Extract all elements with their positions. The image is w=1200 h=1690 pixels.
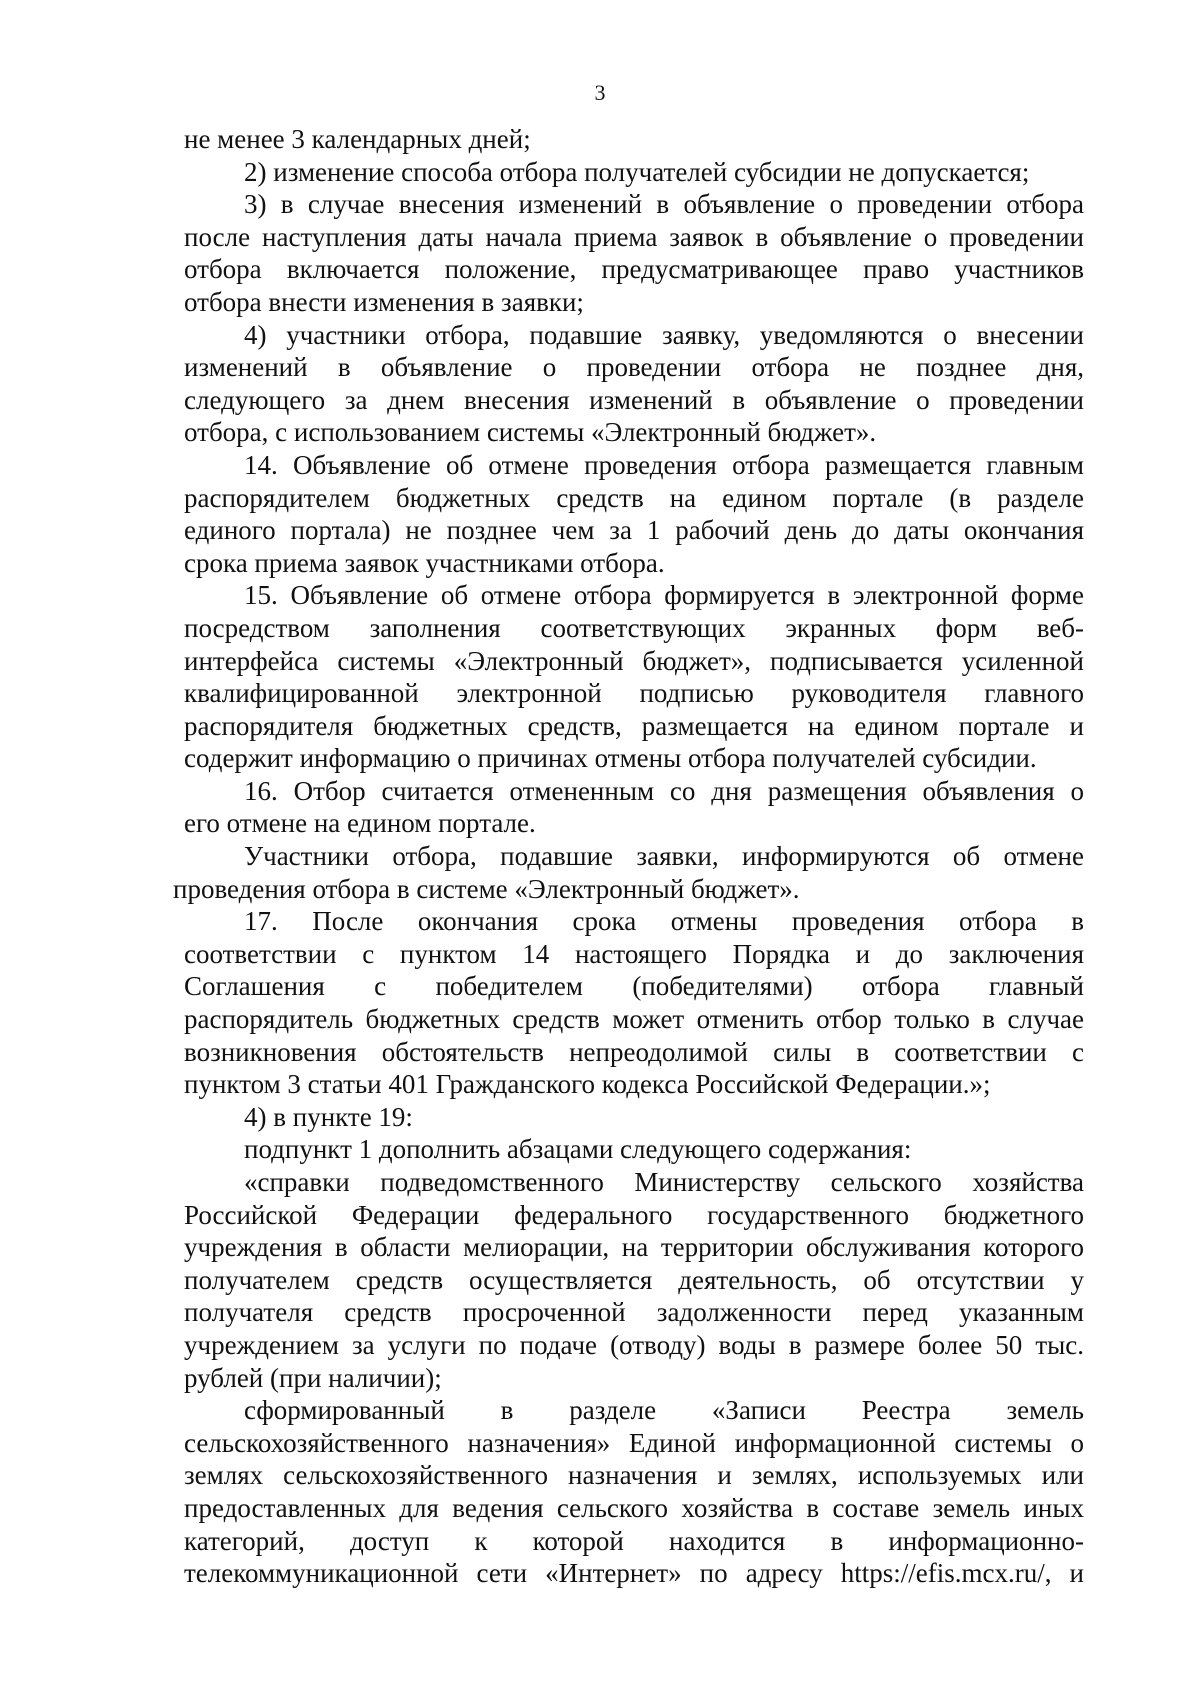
text-line: срока приема заявок участниками отбора. [184, 547, 665, 578]
text-line: учреждением за услуги по подаче (отводу) воды в размере более 50 тыс. [184, 1329, 1084, 1360]
text-line: распорядителя бюджетных средств, размещается на едином портале и [184, 710, 1084, 741]
text-line: рублей (при наличии); [184, 1362, 442, 1393]
text-line: проведения отбора в системе «Электронный бюджет». [173, 873, 800, 904]
text-line: 17. После окончания срока отмены проведения отбора в [244, 906, 1084, 937]
text-line: интерфейса системы «Электронный бюджет», подписывается усиленной [184, 645, 1084, 676]
text-line: отбора, с использованием системы «Электронный бюджет». [184, 417, 877, 448]
text-line: следующего за днем внесения изменений в объявление о проведении [184, 384, 1084, 415]
text-line: 16. Отбор считается отмененным со дня размещения объявления о [244, 775, 1084, 806]
text-line: телекоммуникационной сети «Интернет» по адресу https://efis.mcx.ru/, и [184, 1558, 1084, 1589]
text-line: категорий, доступ к которой находится в информационно- [184, 1525, 1084, 1556]
text-line: подпункт 1 дополнить абзацами следующего содержания: [244, 1134, 912, 1165]
text-line: отбора внести изменения в заявки; [184, 286, 584, 317]
text-line: получателем средств осуществляется деятельность, об отсутствии у [184, 1264, 1084, 1295]
text-line: «справки подведомственного Министерству сельского хозяйства [244, 1167, 1084, 1197]
page-number: 3 [594, 80, 606, 105]
text-line: распорядитель бюджетных средств может отменить отбор только в случае [184, 1004, 1084, 1035]
text-line: предоставленных для ведения сельского хозяйства в составе земель иных [184, 1492, 1084, 1523]
text-line: получателя средств просроченной задолженности перед указанным [184, 1297, 1084, 1328]
text-line: не менее 3 календарных дней; [184, 124, 531, 154]
text-line: отбора включается положение, предусматривающее право участников [184, 254, 1084, 285]
text-line: 3) в случае внесения изменений в объявление о проведении отбора [244, 189, 1084, 220]
text-line: 14. Объявление об отмене проведения отбора размещается главным [244, 449, 1084, 480]
text-line: пунктом 3 статьи 401 Гражданского кодекса Российской Федерации.»; [184, 1069, 991, 1100]
text-line: Участники отбора, подавшие заявки, информируются об отмене [244, 841, 1084, 872]
text-line: его отмене на едином портале. [184, 808, 536, 839]
text-line: после наступления даты начала приема заявок в объявление о проведении [184, 221, 1084, 252]
text-line: 2) изменение способа отбора получателей субсидии не допускается; [244, 156, 1030, 187]
text-line: 4) участники отбора, подавшие заявку, уведомляются о внесении [244, 319, 1084, 350]
text-line: землях сельскохозяйственного назначения и землях, используемых или [184, 1460, 1084, 1491]
text-line: квалифицированной электронной подписью руководителя главного [184, 678, 1084, 709]
text-line: содержит информацию о причинах отмены отбора получателей субсидии. [184, 743, 1037, 774]
text-line: изменений в объявление о проведении отбора не позднее дня, [184, 352, 1084, 383]
text-line: 4) в пункте 19: [244, 1101, 413, 1132]
text-line: 15. Объявление об отмене отбора формируется в электронной форме [244, 580, 1084, 611]
text-line: посредством заполнения соответствующих экранных форм веб- [184, 612, 1084, 643]
text-line: возникновения обстоятельств непреодолимой силы в соответствии с [184, 1036, 1084, 1067]
text-line: сформированный в разделе «Записи Реестра земель [244, 1395, 1084, 1426]
text-line: соответствии с пунктом 14 настоящего Порядка и до заключения [184, 938, 1084, 969]
text-line: единого портала) не позднее чем за 1 рабочий день до даты окончания [184, 515, 1084, 546]
text-line: Соглашения с победителем (победителями) отбора главный [184, 971, 1084, 1002]
text-line: Российской Федерации федерального государственного бюджетного [184, 1199, 1084, 1230]
text-line: распорядителем бюджетных средств на едином портале (в разделе [184, 482, 1084, 513]
document-body [173, 123, 1084, 1590]
text-line: учреждения в области мелиорации, на территории обслуживания которого [184, 1232, 1084, 1263]
text-line: сельскохозяйственного назначения» Единой информационной системы о [184, 1427, 1084, 1458]
